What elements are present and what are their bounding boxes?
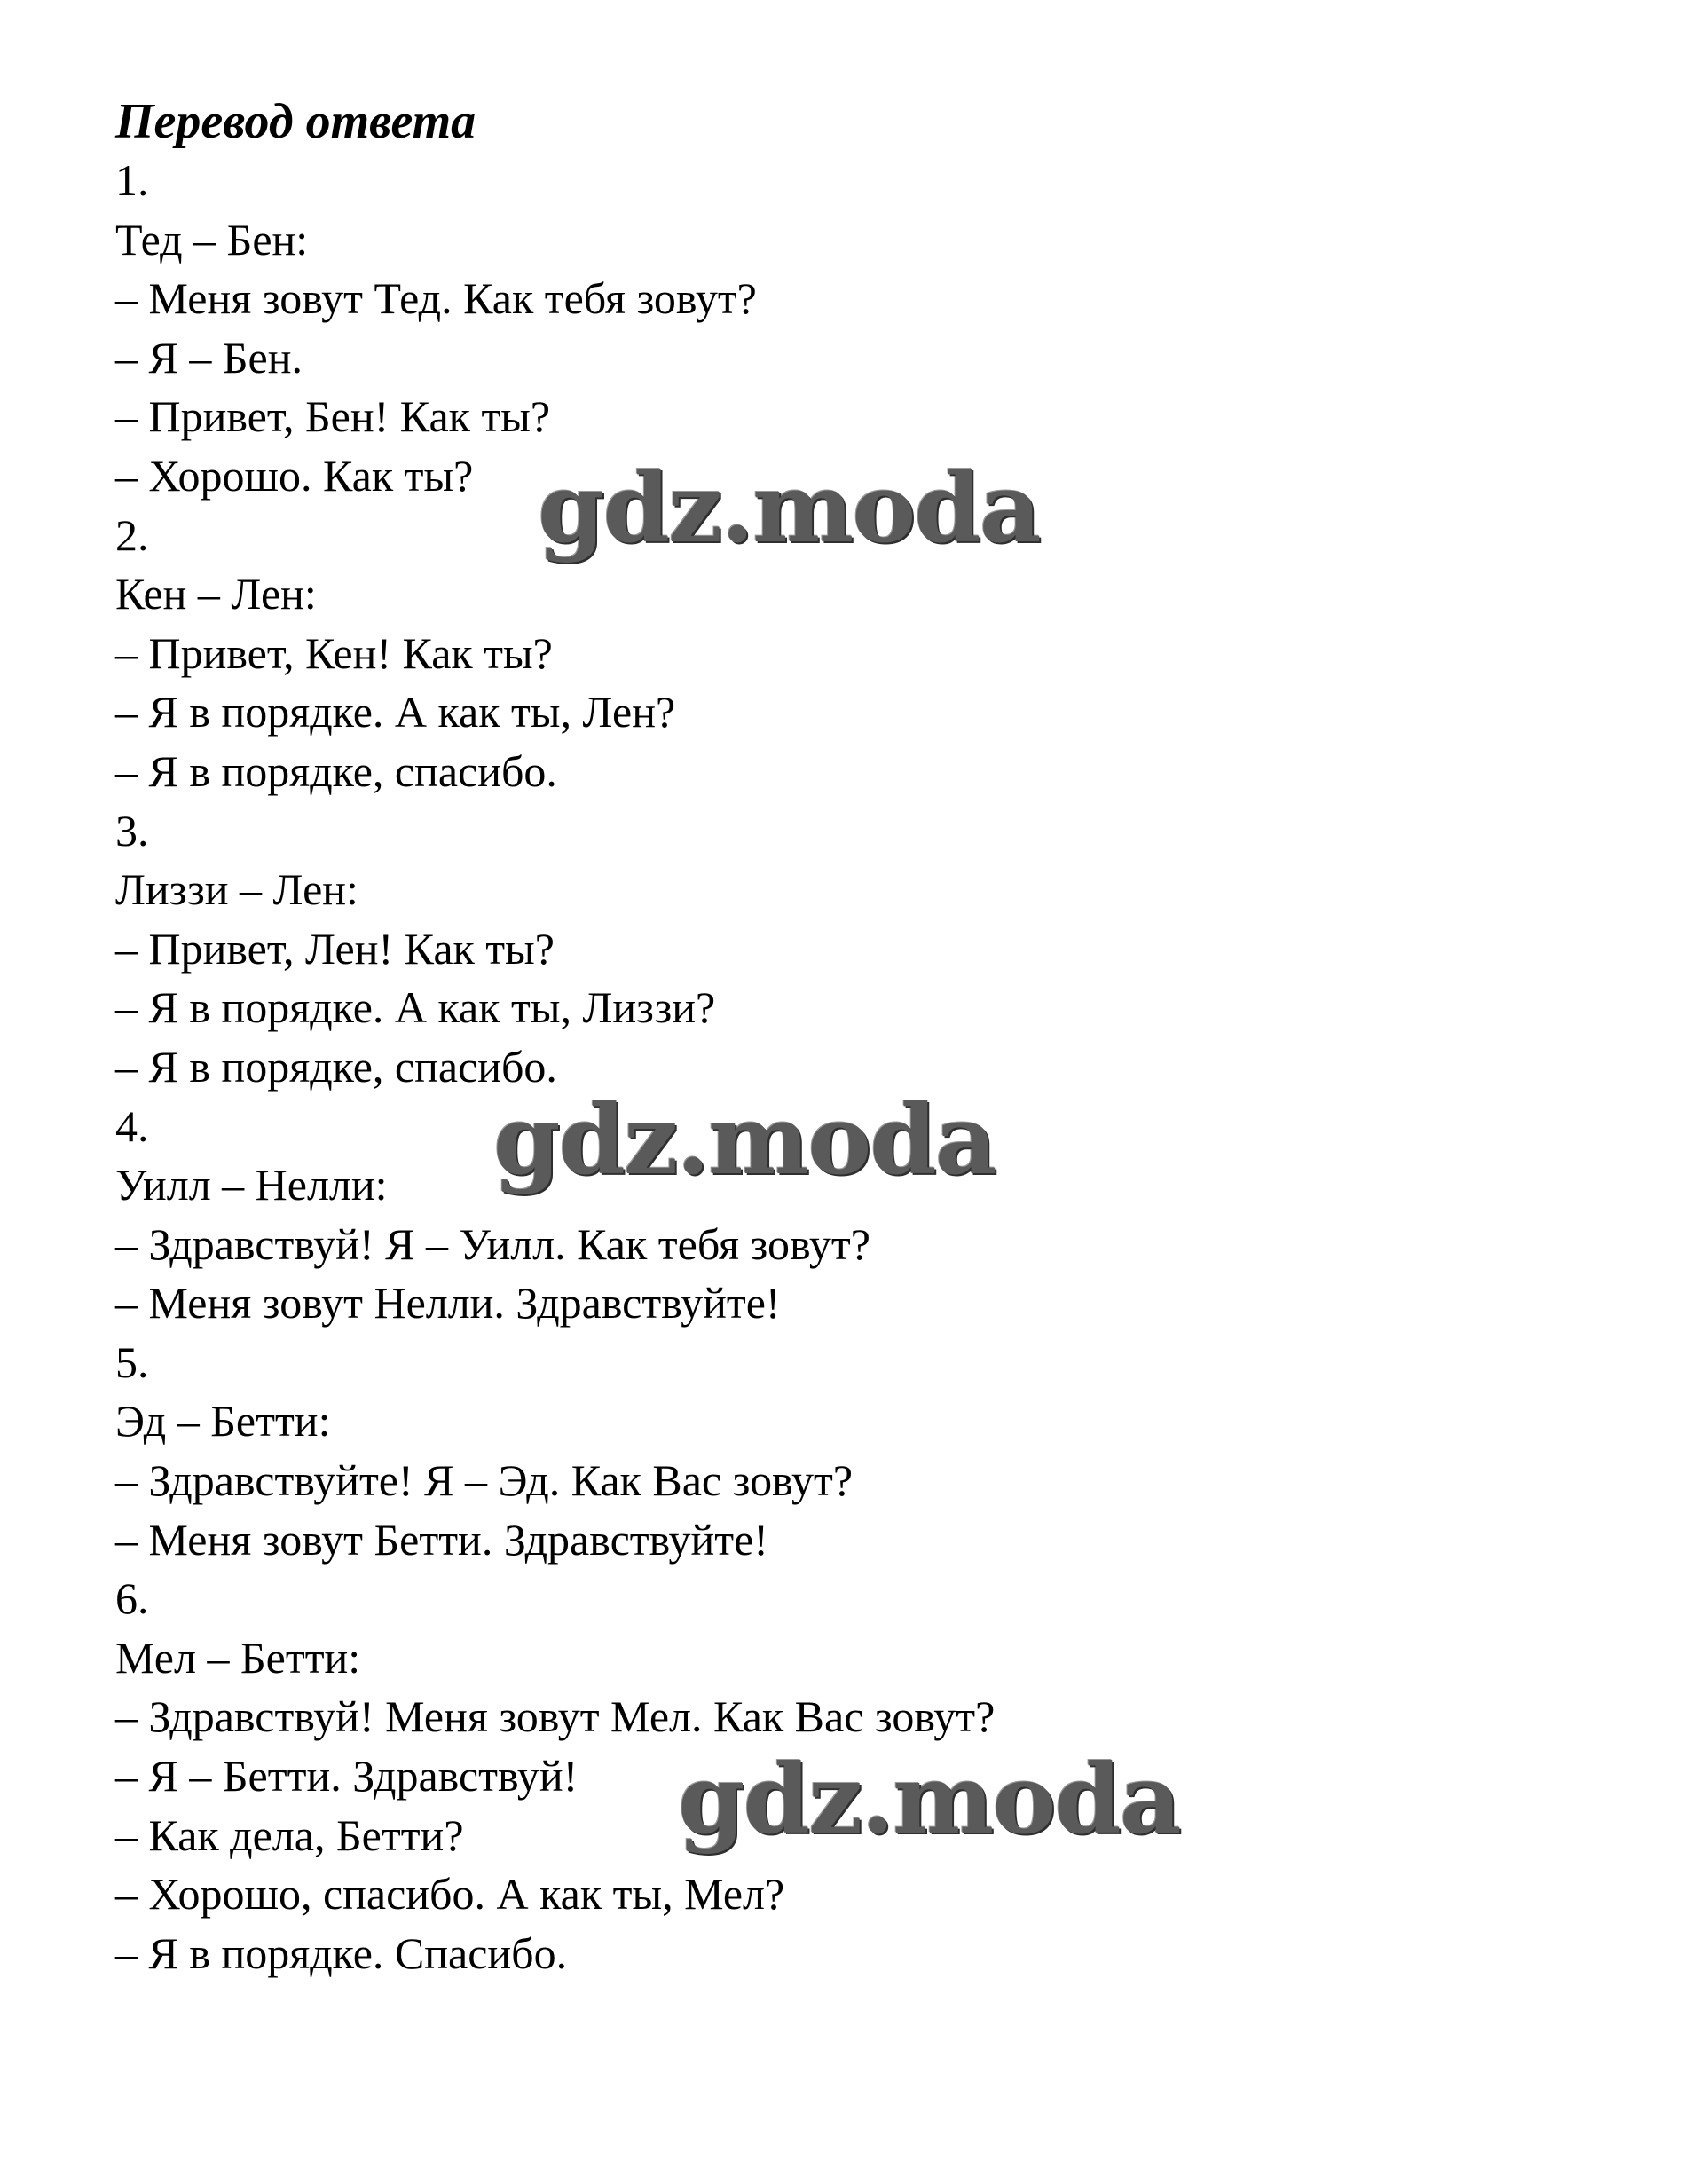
watermark: gdz.moda: [493, 1084, 996, 1196]
dialogue-line: – Хорошо, спасибо. А как ты, Мел?: [115, 1869, 785, 1920]
dialogue-line: – Хорошо. Как ты?: [115, 450, 474, 501]
dialogue-line: – Привет, Кен! Как ты?: [115, 627, 553, 678]
dialogue-line: – Я в порядке. Спасибо.: [115, 1928, 568, 1978]
section-number-4: 4.: [115, 1100, 149, 1151]
section-number-1: 1.: [115, 155, 149, 205]
page-title: Перевод ответа: [115, 94, 476, 149]
dialogue-line: – Здравствуйте! Я – Эд. Как Вас зовут?: [115, 1455, 854, 1506]
dialogue-participants-3: Лиззи – Лен:: [115, 864, 358, 915]
dialogue-line: – Я в порядке, спасибо.: [115, 745, 557, 796]
dialogue-line: – Меня зовут Нелли. Здравствуйте!: [115, 1278, 781, 1328]
section-number-3: 3.: [115, 805, 149, 855]
dialogue-participants-4: Уилл – Нелли:: [115, 1160, 388, 1210]
dialogue-participants-5: Эд – Бетти:: [115, 1396, 331, 1447]
dialogue-line: – Привет, Бен! Как ты?: [115, 391, 551, 442]
dialogue-line: – Привет, Лен! Как ты?: [115, 923, 555, 974]
section-number-6: 6.: [115, 1573, 149, 1624]
dialogue-line: – Меня зовут Бетти. Здравствуйте!: [115, 1514, 768, 1565]
dialogue-line: – Я – Бетти. Здравствуй!: [115, 1751, 579, 1801]
dialogue-line: – Как дела, Бетти?: [115, 1809, 464, 1860]
dialogue-line: – Я в порядке. А как ты, Лиззи?: [115, 982, 716, 1033]
watermark: gdz.moda: [538, 453, 1040, 564]
section-number-2: 2.: [115, 509, 149, 560]
dialogue-participants-6: Мел – Бетти:: [115, 1632, 361, 1683]
dialogue-line: – Здравствуй! Я – Уилл. Как тебя зовут?: [115, 1218, 870, 1269]
dialogue-line: – Я в порядке. А как ты, Лен?: [115, 687, 676, 737]
dialogue-line: – Я в порядке, спасибо.: [115, 1041, 557, 1092]
dialogue-participants-2: Кен – Лен:: [115, 569, 317, 619]
watermark: gdz.moda: [678, 1744, 1180, 1856]
dialogue-line: – Здравствуй! Меня зовут Мел. Как Вас зовут?: [115, 1691, 996, 1742]
dialogue-line: – Меня зовут Тед. Как тебя зовут?: [115, 273, 757, 324]
dialogue-participants-1: Тед – Бен:: [115, 214, 309, 264]
document-body: [115, 92, 1624, 1983]
section-number-5: 5.: [115, 1336, 149, 1387]
dialogue-line: – Я – Бен.: [115, 332, 303, 382]
